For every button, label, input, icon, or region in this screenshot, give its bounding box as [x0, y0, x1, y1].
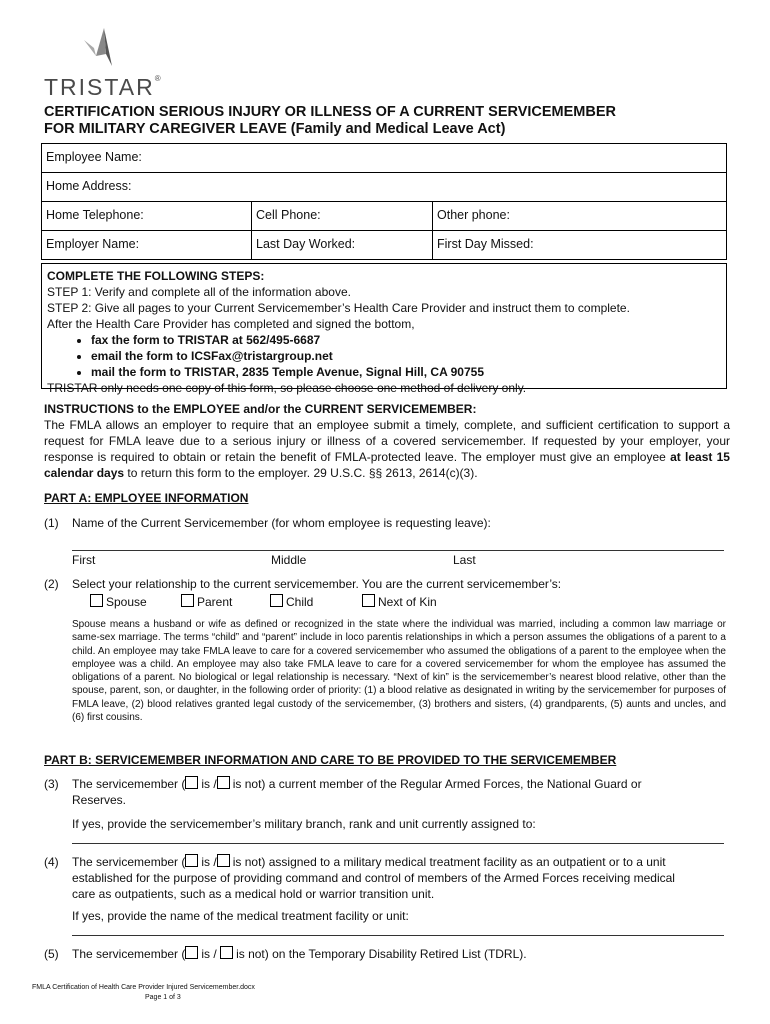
question-1 [44, 515, 730, 531]
question-2-number: (2) [44, 577, 59, 591]
question-1-text: Name of the Current Servicemember (for whom employee is requesting leave): [72, 516, 491, 530]
employee-info-table [41, 143, 727, 260]
first-name-label: First [72, 553, 96, 567]
q3-is-checkbox[interactable] [185, 776, 198, 789]
question-2-text: Select your relationship to the current servicemember. You are the current servicemember’s: [72, 577, 562, 591]
part-b-heading: PART B: SERVICEMEMBER INFORMATION AND CARE TO BE PROVIDED TO THE SERVICEMEMBER [44, 753, 617, 767]
last-day-worked-field[interactable]: Last Day Worked: [252, 231, 433, 260]
steps-note: TRISTAR only needs one copy of this form, so please choose one method of delivery only. [47, 381, 527, 395]
parent-checkbox[interactable] [181, 594, 194, 607]
instructions-body: The FMLA allows an employer to require that an employee submit a timely, complete, and sufficient certification to support a request for FMLA leave due to a serious injury or illness of a covered servicemember. If requested by your employer, your response is required to obtain or retain the benefit of FMLA-protected leave. The employer must give an employee at least 15 calendar days to return this form to the employer. 29 U.S.C. §§ 2613, 2614(c)(3). [44, 418, 730, 480]
part-a-heading: PART A: EMPLOYEE INFORMATION [44, 491, 249, 505]
question-4-text: The servicemember ( is / is not) assigned to a military medical treatment facility as an outpatient or to a unit established for the purpose of providing command and control of members of the Armed Forces receiving medical care as outpatients, such as a medical hold or warrior transition unit. [72, 855, 675, 901]
delivery-methods [47, 332, 721, 380]
middle-name-label: Middle [271, 553, 307, 567]
relationship-definition: Spouse means a husband or wife as defined or recognized in the state where the individual was married, including a common law marriage or same-sex marriage. The terms “child” and “parent” include in loco parentis relationships in which a person assumes the obligations of a parent to a child. An employee may take FMLA leave to care for a covered servicemember who assumed the obligations of a parent to the employee when the employee was a child. An employee may also take FMLA leave to care for a covered servicemember for whom the employee has assumed the obligations of a parent. No biological or legal relationship is necessary. “Next of kin” is the servicemember’s nearest blood relative, other than the spouse, parent, son, or daughter, in the following order of priority: (1) a blood relative as designated in writing by the servicemember for purposes of FMLA leave, (2) blood relatives granted legal custody of the servicemember, (3) brothers and sisters, (4) grandparents, (5) aunts and uncles, and (6) first cousins. [72, 619, 726, 724]
instructions-section [44, 401, 730, 481]
spouse-checkbox[interactable] [90, 594, 103, 607]
question-4 [44, 854, 730, 902]
employer-name-field[interactable]: Employer Name: [42, 231, 252, 260]
footer-filename: FMLA Certification of Health Care Provider Injured Servicemember.docx [32, 984, 255, 991]
treatment-facility-line[interactable] [72, 935, 724, 936]
first-day-missed-field[interactable]: First Day Missed: [433, 231, 727, 260]
child-checkbox[interactable] [270, 594, 283, 607]
form-title-line2: FOR MILITARY CAREGIVER LEAVE (Family and Medical Leave Act) [44, 121, 506, 137]
question-5 [44, 946, 730, 962]
last-name-label: Last [453, 553, 476, 567]
option-spouse[interactable]: Spouse [90, 594, 147, 610]
q3-is-not-checkbox[interactable] [217, 776, 230, 789]
cell-phone-field[interactable]: Cell Phone: [252, 202, 433, 231]
employee-name-field[interactable]: Employee Name: [42, 144, 727, 173]
option-child[interactable]: Child [270, 594, 313, 610]
steps-box [41, 263, 727, 395]
q5-is-not-checkbox[interactable] [220, 946, 233, 959]
q4-is-checkbox[interactable] [185, 854, 198, 867]
question-3-text: The servicemember ( is / is not) a current member of the Regular Armed Forces, the National Guard or Reserves. [72, 777, 642, 807]
other-phone-field[interactable]: Other phone: [433, 202, 727, 231]
step-2: STEP 2: Give all pages to your Current Servicemember’s Health Care Provider and instruct them to complete. [47, 301, 630, 315]
question-5-text: The servicemember ( is / is not) on the Temporary Disability Retired List (TDRL). [72, 947, 527, 961]
form-title-line1: CERTIFICATION SERIOUS INJURY OR ILLNESS OF A CURRENT SERVICEMEMBER [44, 104, 616, 120]
delivery-mail: • mail the form to TRISTAR, 2835 Temple Avenue, Signal Hill, CA 90755 [91, 364, 721, 380]
steps-heading: COMPLETE THE FOLLOWING STEPS: [47, 269, 265, 283]
tristar-logo-icon [82, 26, 124, 68]
question-2 [44, 576, 730, 592]
question-3-number: (3) [44, 777, 59, 791]
home-address-field[interactable]: Home Address: [42, 173, 727, 202]
question-5-number: (5) [44, 947, 59, 961]
question-1-number: (1) [44, 516, 59, 530]
tristar-logo [44, 26, 164, 98]
question-3 [44, 776, 730, 808]
form-title [44, 104, 734, 138]
military-branch-line[interactable] [72, 843, 724, 844]
option-next-of-kin[interactable]: Next of Kin [362, 594, 437, 610]
instructions-heading: INSTRUCTIONS to the EMPLOYEE and/or the CURRENT SERVICEMEMBER: [44, 402, 477, 416]
question-3-followup: If yes, provide the servicemember’s military branch, rank and unit currently assigned to: [72, 817, 536, 831]
question-4-number: (4) [44, 855, 59, 869]
question-4-followup: If yes, provide the name of the medical treatment facility or unit: [72, 909, 409, 923]
option-parent[interactable]: Parent [181, 594, 232, 610]
q5-is-checkbox[interactable] [185, 946, 198, 959]
next-of-kin-checkbox[interactable] [362, 594, 375, 607]
delivery-fax: • fax the form to TRISTAR at 562/495-6687 [91, 332, 721, 348]
logo-wordmark: TRISTAR® [44, 74, 161, 100]
q4-is-not-checkbox[interactable] [217, 854, 230, 867]
home-telephone-field[interactable]: Home Telephone: [42, 202, 252, 231]
footer-page-number: Page 1 of 3 [145, 994, 181, 1001]
servicemember-name-line[interactable] [72, 550, 724, 551]
steps-after: After the Health Care Provider has completed and signed the bottom, [47, 317, 415, 331]
delivery-email: • email the form to ICSFax@tristargroup.net [91, 348, 721, 364]
step-1: STEP 1: Verify and complete all of the information above. [47, 285, 351, 299]
relationship-options [44, 594, 730, 610]
name-labels [44, 552, 730, 568]
